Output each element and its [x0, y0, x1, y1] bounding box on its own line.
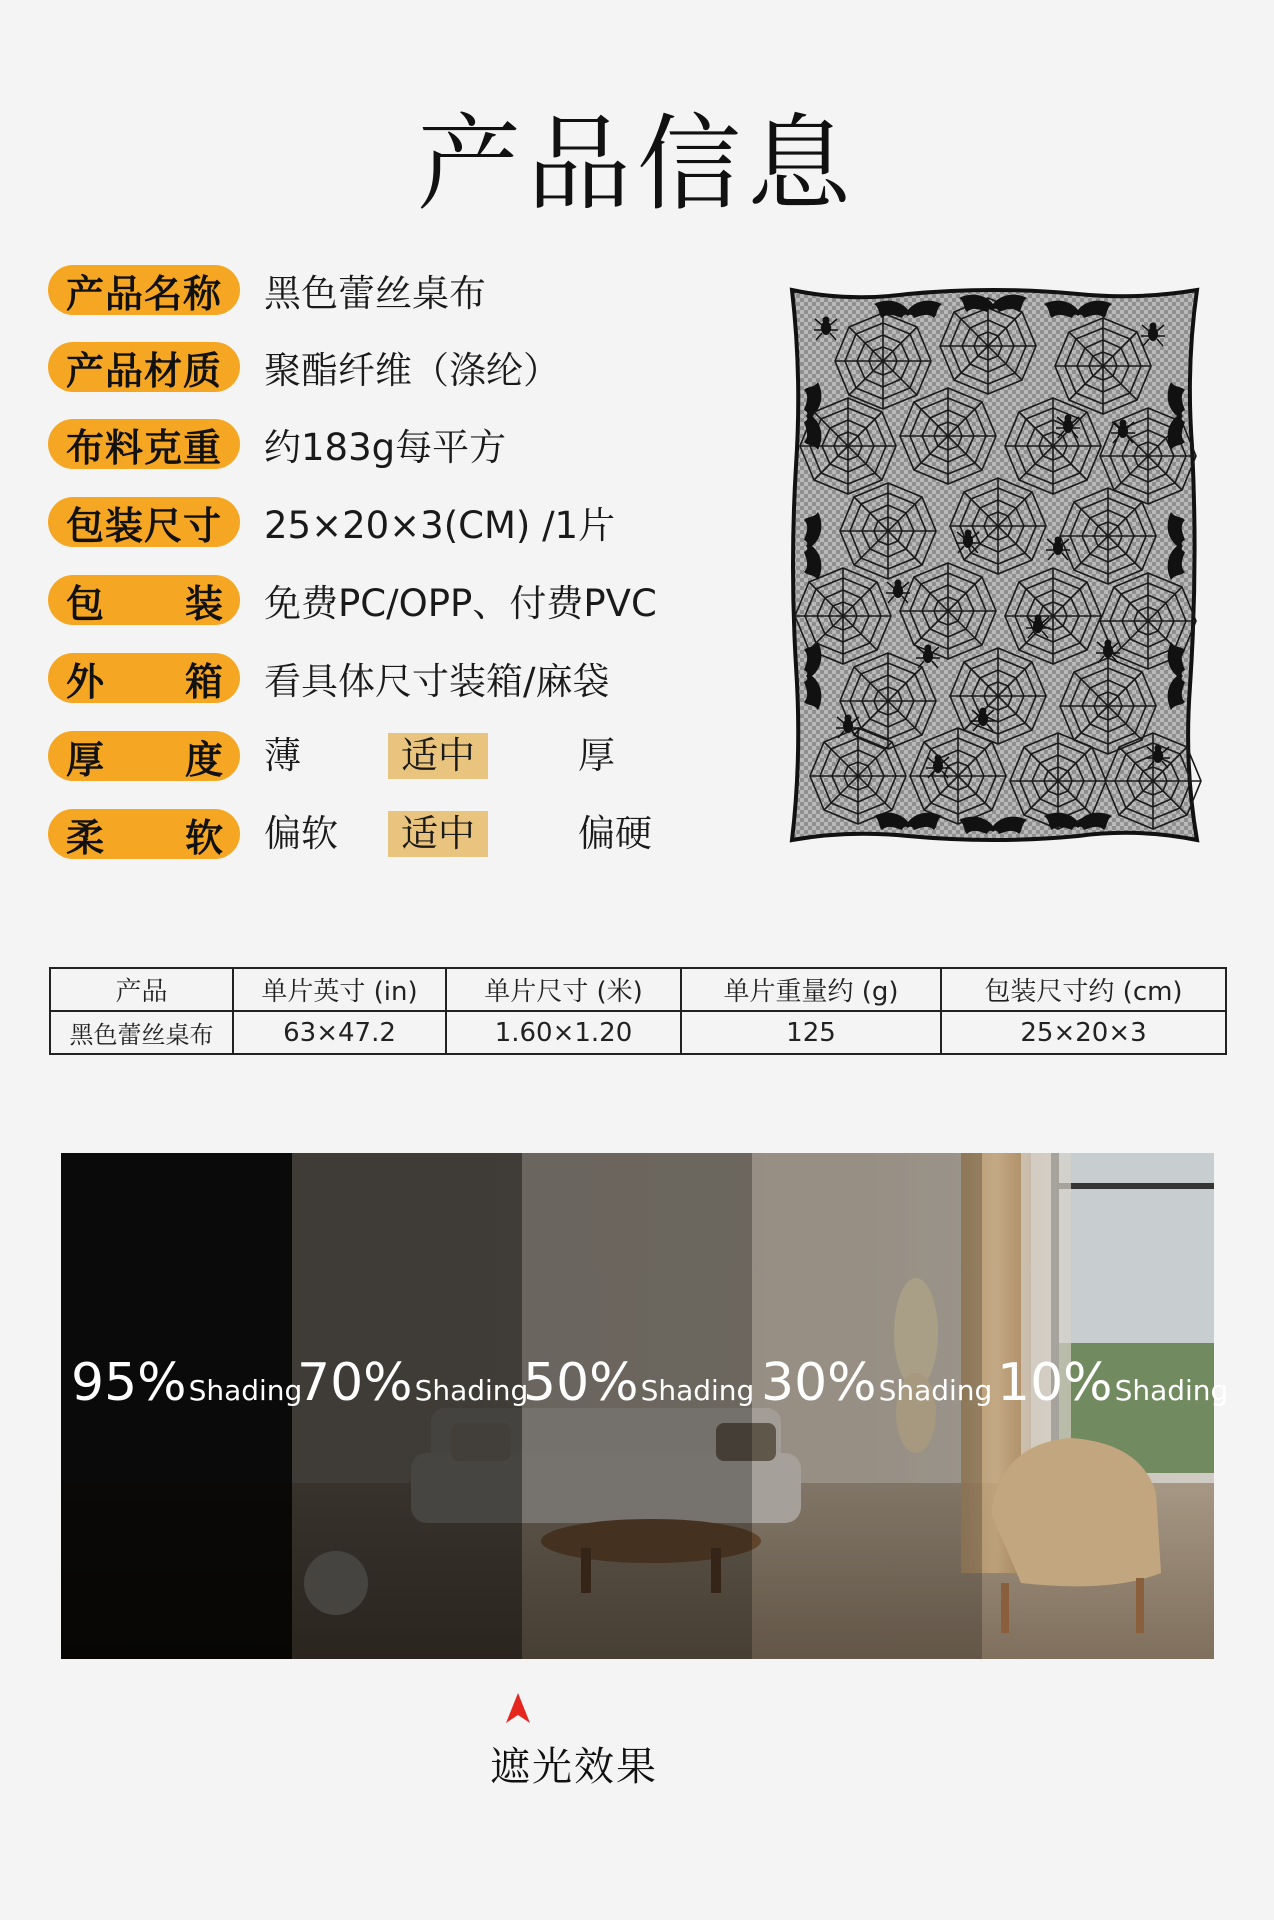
label-char: 柔 — [66, 815, 106, 860]
shading-percent: 70% — [297, 1353, 413, 1413]
shading-label — [297, 1353, 528, 1413]
outer-box-value: 看具体尺寸装箱/麻袋 — [264, 660, 610, 703]
label-text: 产品材质 — [66, 348, 223, 393]
table-header: 单片英寸 (in) — [233, 968, 446, 1011]
label-text: 布料克重 — [66, 425, 223, 470]
info-row-material — [48, 341, 560, 393]
scale-option: 薄 — [264, 734, 301, 777]
shading-percent: 50% — [523, 1353, 639, 1413]
shading-label — [761, 1353, 992, 1413]
table-header-row — [50, 968, 1226, 1011]
label-pill — [48, 809, 240, 859]
shading-word: Shading — [1114, 1374, 1229, 1407]
shading-percent: 10% — [997, 1353, 1113, 1413]
table-header: 产品 — [50, 968, 233, 1011]
thickness-scale — [264, 733, 615, 779]
label-char: 外 — [66, 659, 106, 704]
info-row-name — [48, 264, 486, 316]
shading-caption: 遮光效果 — [490, 1744, 658, 1790]
label-char: 装 — [184, 581, 224, 626]
table-cell: 125 — [681, 1011, 941, 1054]
shading-label — [71, 1353, 302, 1413]
product-name-value: 黑色蕾丝桌布 — [264, 272, 486, 315]
scale-option: 厚 — [578, 734, 615, 777]
table-cell: 黑色蕾丝桌布 — [50, 1011, 233, 1054]
package-size-value: 25×20×3(CM) /1片 — [264, 504, 616, 547]
softness-scale — [264, 811, 652, 857]
label-pill — [48, 731, 240, 781]
shading-word: Shading — [878, 1374, 993, 1407]
info-row-packaging — [48, 574, 657, 626]
label-text: 包装尺寸 — [66, 503, 223, 548]
label-char: 厚 — [66, 737, 106, 782]
scale-option: 偏硬 — [578, 812, 652, 855]
info-row-package-size — [48, 496, 615, 548]
table-header: 单片重量约 (g) — [681, 968, 941, 1011]
label-pill — [48, 265, 240, 315]
table-cell: 25×20×3 — [941, 1011, 1226, 1054]
shading-word: Shading — [188, 1374, 303, 1407]
label-char: 软 — [184, 815, 224, 860]
scale-option-selected: 适中 — [388, 733, 488, 779]
table-header: 包装尺寸约 (cm) — [941, 968, 1226, 1011]
shading-word: Shading — [414, 1374, 529, 1407]
label-char: 箱 — [184, 659, 224, 704]
scale-option: 偏软 — [264, 812, 338, 855]
table-cell: 1.60×1.20 — [446, 1011, 681, 1054]
table-row — [50, 1011, 1226, 1054]
material-value: 聚酯纤维（涤纶） — [264, 349, 560, 392]
info-row-softness — [48, 808, 652, 860]
info-row-outer-box — [48, 652, 609, 704]
info-row-thickness — [48, 730, 615, 782]
shading-comparison-image — [61, 1153, 1229, 1659]
weight-value: 约183g每平方 — [264, 426, 507, 469]
shading-percent: 95% — [71, 1353, 187, 1413]
label-pill — [48, 575, 240, 625]
shading-label — [997, 1353, 1228, 1413]
shading-percent: 30% — [761, 1353, 877, 1413]
label-pill — [48, 497, 240, 547]
label-pill — [48, 653, 240, 703]
label-pill — [48, 342, 240, 392]
table-cell: 63×47.2 — [233, 1011, 446, 1054]
page-title: 产品信息 — [416, 103, 857, 225]
lace-tablecloth-image — [788, 286, 1201, 844]
label-char: 度 — [184, 737, 224, 782]
label-char: 包 — [66, 581, 106, 626]
arrow-up-icon — [506, 1693, 530, 1727]
spec-table — [49, 967, 1227, 1055]
packaging-value: 免费PC/OPP、付费PVC — [264, 582, 657, 625]
label-pill — [48, 419, 240, 469]
info-row-weight — [48, 418, 506, 470]
scale-option-selected: 适中 — [388, 811, 488, 857]
shading-word: Shading — [640, 1374, 755, 1407]
table-header: 单片尺寸 (米) — [446, 968, 681, 1011]
label-text: 产品名称 — [66, 271, 223, 316]
shading-label — [523, 1353, 754, 1413]
